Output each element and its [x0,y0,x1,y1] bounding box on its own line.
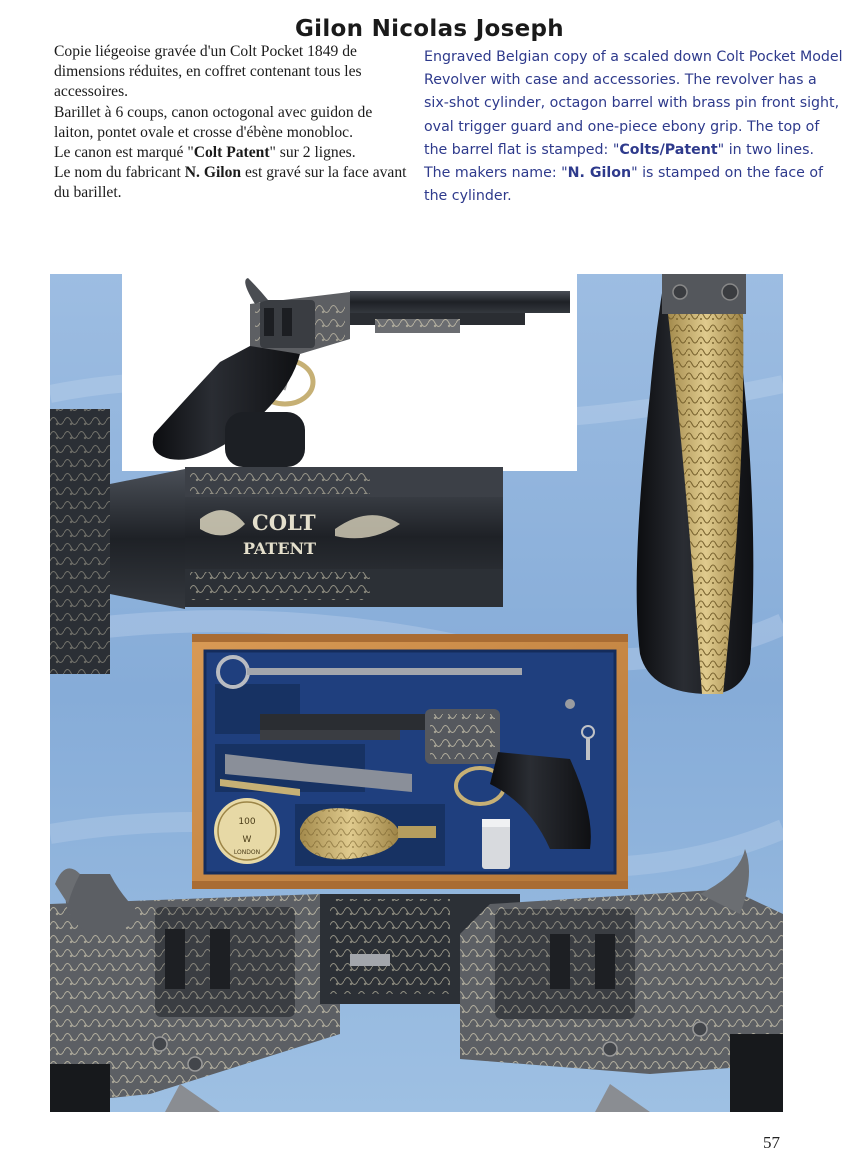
french-paragraph-4: Le nom du fabricant N. Gilon est gravé sur la face avant du barillet. [54,164,407,202]
revolver-side-view [122,274,577,471]
cap-tin-initial: W [242,835,252,845]
cap-tin-city: LONDON [233,849,261,856]
barrel-stamp-patent: PATENT [243,539,317,558]
english-description [424,46,844,208]
french-paragraph-1: Copie liégeoise gravée d'un Colt Pocket 1849 de dimensions réduites, en coffret contenant tous les accessoires. [54,43,362,101]
french-paragraph-2: Barillet à 6 coups, canon octogonal avec guidon de laiton, pontet ovale et crosse d'ébène monobloc. [54,103,373,141]
page-number: 57 [763,1133,780,1152]
cased-revolver-set [192,634,628,889]
barrel-stamp-colt: COLT [252,510,316,535]
english-paragraph: Engraved Belgian copy of a scaled down Colt Pocket Model Revolver with case and accessories. The revolver has a six-shot cylinder, octagon barrel with brass pin front sight, oval trigger guard and one-piece ebony grip. The top of the barrel flat is stamped: "Colts/Patent" in two lines. The makers name: "N. Gilon" is stamped on the face of the cylinder. [424,49,843,205]
revolver-photo-collage [50,274,783,1112]
cap-tin-count: 100 [238,817,256,827]
french-description [54,42,414,204]
french-paragraph-3: Le canon est marqué "Colt Patent" sur 2 lignes. [54,144,356,162]
page-title: Gilon Nicolas Joseph [295,16,564,42]
